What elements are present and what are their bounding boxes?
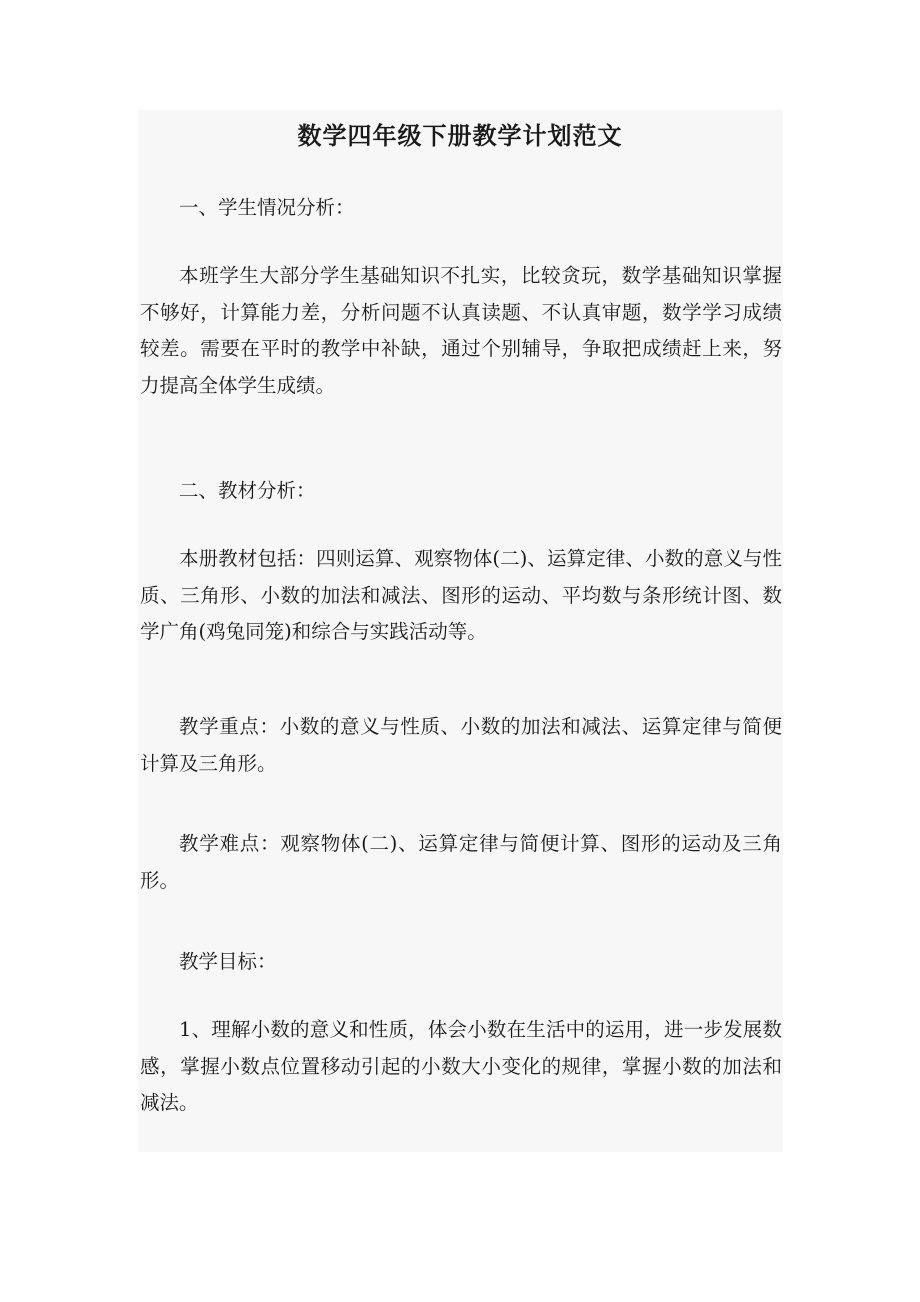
section-1-heading: 一、学生情况分析： (179, 196, 355, 219)
goals-heading: 教学目标： (179, 950, 277, 973)
goal-1-paragraph: 1、理解小数的意义和性质，体会小数在生活中的运用，进一步发展数感，掌握小数点位置移动引起的小数大小变化的规律，掌握小数的加法和减法。 (140, 1018, 782, 1114)
difficult-points-paragraph: 教学难点：观察物体(二)、运算定律与简便计算、图形的运动及三角形。 (140, 832, 782, 892)
section-2-heading: 二、教材分析： (179, 479, 316, 502)
document-title: 数学四年级下册教学计划范文 (297, 121, 623, 150)
section-2-body: 本册教材包括：四则运算、观察物体(二)、运算定律、小数的意义与性质、三角形、小数的加法和减法、图形的运动、平均数与条形统计图、数学广角(鸡兔同笼)和综合与实践活动等。 (140, 547, 782, 643)
section-1-body: 本班学生大部分学生基础知识不扎实，比较贪玩，数学基础知识掌握不够好，计算能力差，分析问题不认真读题、不认真审题，数学学习成绩较差。需要在平时的教学中补缺，通过个别辅导，争取把成绩赶上来，努力提高全体学生成绩。 (140, 264, 782, 397)
key-points-paragraph: 教学重点：小数的意义与性质、小数的加法和减法、运算定律与简便计算及三角形。 (140, 715, 782, 775)
